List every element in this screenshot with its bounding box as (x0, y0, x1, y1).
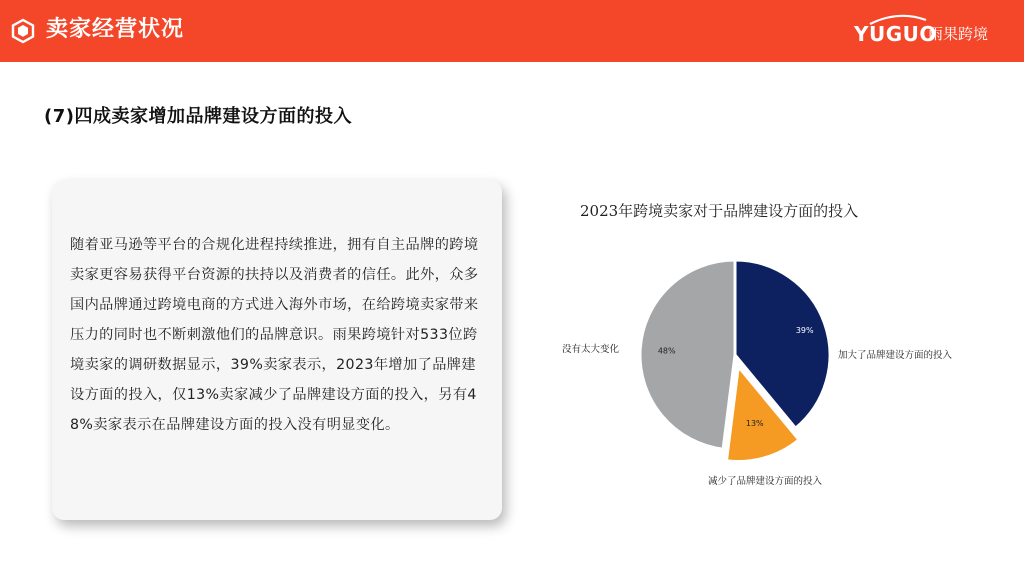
card-paragraph: 随着亚马逊等平台的合规化进程持续推进，拥有自主品牌的跨境卖家更容易获得平台资源的扶持以及消费者的信任。此外，众多国内品牌通过跨境电商的方式进入海外市场，在给跨境卖家带来压力的同时也不断刺激他们的品牌意识。雨果跨境针对533位跨境卖家的调研数据显示，39%卖家表示，2023年增加了品牌建设方面的投入，仅13%卖家减少了品牌建设方面的投入，另有48%卖家表示在品牌建设方面的投入没有明显变化。 (70, 237, 479, 433)
chart-title: 2023年跨境卖家对于品牌建设方面的投入 (580, 202, 859, 220)
slice-percent-label: 13% (745, 419, 764, 429)
brand-latin: YUGUO (854, 22, 937, 46)
slice-category-label: 没有太大变化 (562, 344, 620, 355)
pie-slice (640, 260, 735, 449)
slice-percent-label: 48% (657, 346, 676, 356)
section-title: (7)四成卖家增加品牌建设方面的投入 (44, 106, 352, 127)
slice-category-label: 加大了品牌建设方面的投入 (838, 350, 953, 361)
slice-category-label: 减少了品牌建设方面的投入 (708, 476, 823, 487)
brand-chinese: 雨果跨境 (928, 25, 989, 43)
header-title: 卖家经营状况 (46, 17, 185, 42)
slice-percent-label: 39% (795, 325, 814, 335)
